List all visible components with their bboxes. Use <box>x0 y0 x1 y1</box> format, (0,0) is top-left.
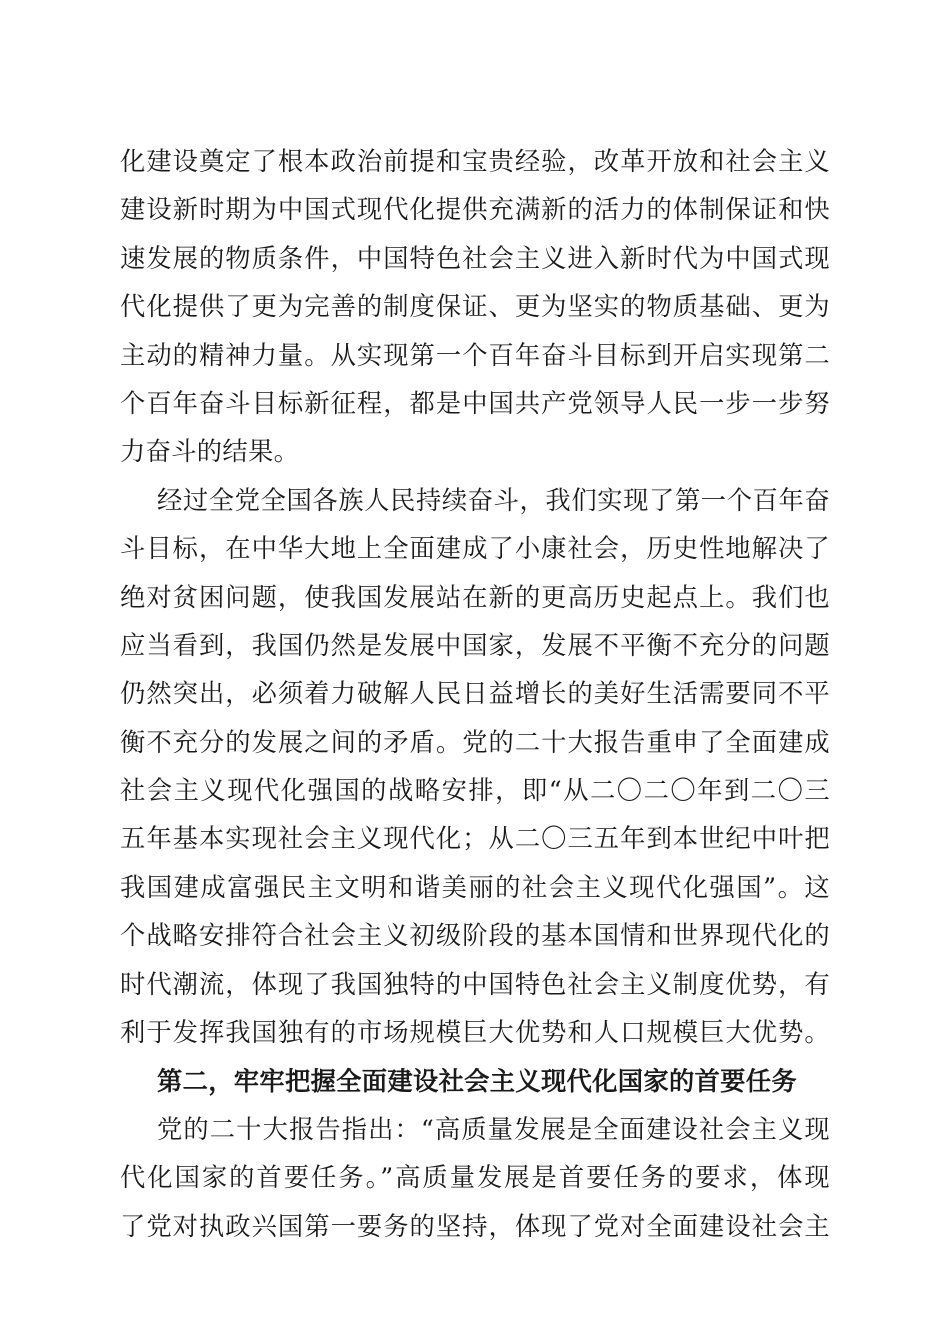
text-line: 社会主义现代化强国的战略安排，即“从二〇二〇年到二〇三 <box>120 776 830 806</box>
text-line: 个战略安排符合社会主义初级阶段的基本国情和世界现代化的 <box>120 921 830 951</box>
paragraph-first-line: 党的二十大报告指出：“高质量发展是全面建设社会主义现 <box>157 1114 830 1144</box>
text-line: 斗目标，在中华大地上全面建成了小康社会，历史性地解决了 <box>120 534 830 564</box>
text-line: 个百年奋斗目标新征程，都是中国共产党领导人民一步一步努 <box>120 388 830 418</box>
text-line: 五年基本实现社会主义现代化；从二〇三五年到本世纪中叶把 <box>120 824 830 854</box>
text-line: 利于发挥我国独有的市场规模巨大优势和人口规模巨大优势。 <box>120 1018 830 1048</box>
text-line: 应当看到，我国仍然是发展中国家，发展不平衡不充分的问题 <box>120 630 830 660</box>
document-body <box>120 138 830 1251</box>
text-line: 绝对贫困问题，使我国发展站在新的更高历史起点上。我们也 <box>120 582 830 612</box>
text-line: 我国建成富强民主文明和谐美丽的社会主义现代化强国”。这 <box>120 872 830 902</box>
text-line: 仍然突出，必须着力破解人民日益增长的美好生活需要同不平 <box>120 679 830 709</box>
text-line: 力奋斗的结果。 <box>120 437 300 467</box>
text-line: 代化提供了更为完善的制度保证、更为坚实的物质基础、更为 <box>120 292 830 322</box>
text-line: 速发展的物质条件，中国特色社会主义进入新时代为中国式现 <box>120 243 830 273</box>
text-line: 建设新时期为中国式现代化提供充满新的活力的体制保证和快 <box>120 195 830 225</box>
text-line: 了党对执政兴国第一要务的坚持，体现了党对全面建设社会主 <box>120 1211 830 1241</box>
section-heading: 第二，牢牢把握全面建设社会主义现代化国家的首要任务 <box>157 1066 797 1097</box>
text-line: 衡不充分的发展之间的矛盾。党的二十大报告重申了全面建成 <box>120 727 830 757</box>
paragraph-first-line: 经过全党全国各族人民持续奋斗，我们实现了第一个百年奋 <box>157 485 830 515</box>
text-line: 时代潮流，体现了我国独特的中国特色社会主义制度优势，有 <box>120 969 830 999</box>
text-line: 代化国家的首要任务。”高质量发展是首要任务的要求，体现 <box>120 1163 830 1193</box>
text-line: 主动的精神力量。从实现第一个百年奋斗目标到开启实现第二 <box>120 340 830 370</box>
text-line: 化建设奠定了根本政治前提和宝贵经验，改革开放和社会主义 <box>120 147 830 176</box>
